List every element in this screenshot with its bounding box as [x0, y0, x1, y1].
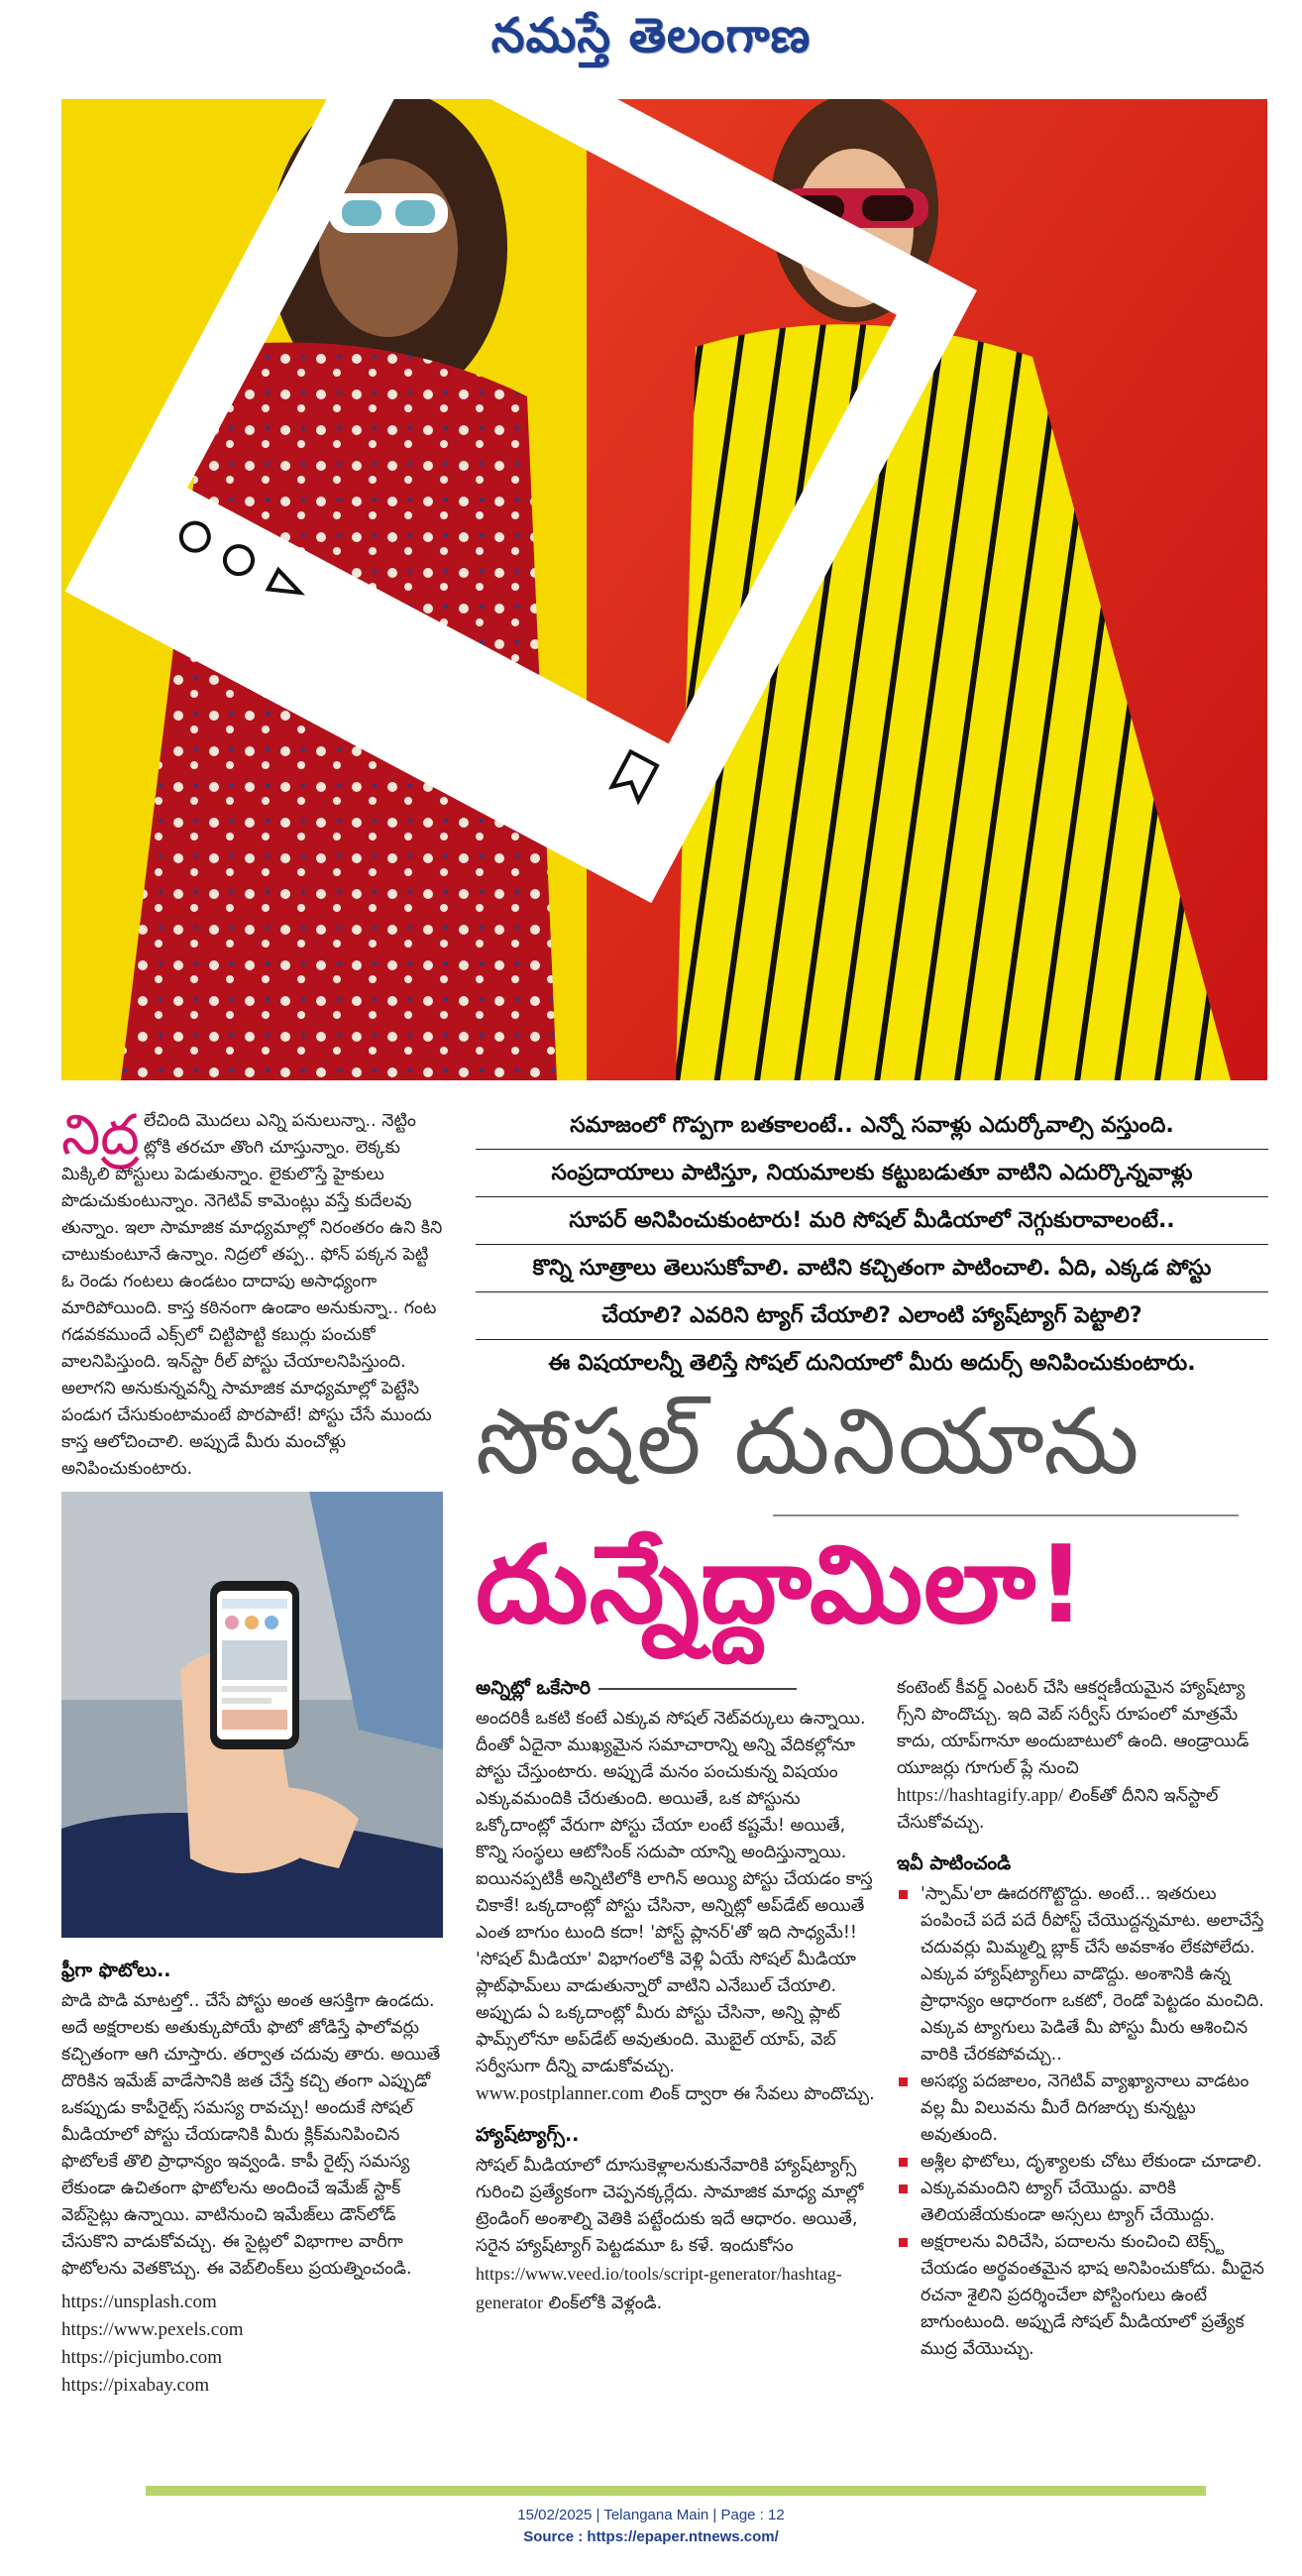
free-photos-text: పొడి పొడి మాటల్తో.. చేసే పోస్టు అంత ఆసక్తిగా ఉండదు. అదే అక్షరాలకు అతుక్కుపోయే ఫొటో జోడిస్తే ఫాలోవర్లు కచ్చితంగా ఆగి చూస్తారు. తర్వాత చదువు తారు. అయితే దొరికిన ఇమేజ్ వాడేసానికి జత చేస్తే కచ్చి తంగా ఎప్పుడో ఒకప్పుడు కాపీరైట్స్ సమస్య రావచ్చు! అందుకే సోషల్ మీడియాలో పోస్టు చేయడానికి మీరు క్లిక్‌మనిపించిన ఫొటోలకే తొలి ప్రాధాన్యం ఇవ్వండి. కాపీ రైట్స్ సమస్య లేకుండా ఉచితంగా ఫొటోలను అందించే ఇమేజ్ స్టాక్ వెబ్‌సైట్లు ఉన్నాయి. వాటినుంచి ఇమేజ్‌లు డౌన్‌లోడ్ చేసుకొని వాడుకోవచ్చు. ఈ సైట్లలో విభాగాల వారీగా ఫొటోలను వెతకొచ్చు. ఈ వెబ్‌లింక్‌లు ప్రయత్నించండి.: [61, 1991, 441, 2279]
intro-line: సమాజంలో గొప్పగా బతకాలంటే.. ఎన్నో సవాళ్లు ఎదుర్కోవాల్సి వస్తుంది.: [476, 1102, 1268, 1150]
link-pixabay[interactable]: https://pixabay.com: [61, 2375, 210, 2396]
footer-source-link[interactable]: Source : https://epaper.ntnews.com/: [523, 2528, 779, 2545]
intro-line: సూపర్ అనిపించుకుంటారు! మరి సోషల్ మీడియాలో నెగ్గుకురావాలంటే..: [476, 1197, 1268, 1245]
intro-line: ఈ విషయాలన్నీ తెలిస్తే సోషల్ దునియాలో మీరు అదుర్స్ అనిపించుకుంటారు.: [548, 1351, 1196, 1376]
follow-heading: ఇవీ పాటించండి: [897, 1852, 1012, 1874]
all-at-once-heading: [476, 1675, 882, 1702]
photo-links: [61, 2289, 443, 2400]
hashtagify-line: [897, 1782, 1273, 1837]
headline-line1: సోషల్ దునియాను: [476, 1389, 1141, 1495]
hero-photo: [61, 99, 1267, 1080]
headline-line2: దున్నేద్దామిలా!: [476, 1523, 1087, 1647]
lead-text: లేచింది మొదలు ఎన్ని పనులున్నా.. నెట్టిం ట్లోకి తరచూ తొంగి చూస్తున్నాం. లెక్కకు మిక్కిలి పోస్టులు పెడుతున్నాం. లైకులొస్తే హైకులు పొడుచుకుంటున్నాం. నెగెటివ్ కామెంట్లు వస్తే కుదేలవు తున్నాం. ఇలా సామాజిక మాధ్యమాల్లో నిరంతరం ఉని కిని చాటుకుంటూనే ఉన్నాం. నిద్రలో తప్ప.. ఫోన్ పక్కన పెట్టి ఓ రెండు గంటలు ఉండటం దాదాపు అసాధ్యంగా మారిపోయింది. కాస్త కఠినంగా ఉండాం అనుకున్నా.. గంట గడవకముందే ఎక్స్‌లో చిట్టిపొట్టి కబుర్లు పంచుకో వాలనిపిస్తుంది. ఇన్‌స్టా రీల్ పోస్టు చేయాలనిపిస్తుంది. అలాగని అనుకున్నవన్నీ సామాజిక మాధ్యమాల్లో పెట్టేసి పండుగ చేసుకుంటామంటే పొరపాటే! పోస్టు చేసే ముందు కాస్త ఆలోచించాలి. అప్పుడే మీరు మంచోళ్లు అనిపించుకుంటారు.: [61, 1111, 443, 1479]
planner-tail: లింక్ ద్వారా ఈ సేవలు పొందొచ్చు.: [643, 2084, 875, 2104]
hashtagify-link[interactable]: https://hashtagify.app/: [897, 1785, 1064, 1806]
masthead-title: నమస్తే తెలంగాణ: [490, 8, 812, 63]
list-item: అసభ్య పదజాలం, నెగెటివ్ వ్యాఖ్యానాలు వాడటం వల్ల మీ విలువను మీరే దిగజార్చు కున్నట్టు అవుతుంది.: [897, 2069, 1273, 2149]
free-photos-heading: ఫ్రీగా ఫొటోలు..: [61, 1960, 171, 1981]
list-item: 'స్పామ్'లా ఊదరగొట్టొద్దు. అంటే... ఇతరులు పంపించే పదే పదే రీపోస్ట్ చేయొద్దన్నమాట. అలాచేస్తే చదువర్లు మిమ్మల్ని బ్లాక్ చేసే అవకాశం లేకపోలేదు. ఎక్కువ హ్యాష్‌ట్యాగ్‌లు వాడొద్దు. అంశానికి ఉన్న ప్రాధాన్యం ఆధారంగా ఒకటో, రెండో పెట్టడం మంచిది. ఎక్కువ ట్యాగులు పెడితే మీ పోస్టు మీరు ఆశించిన వారికి చేరకపోవచ్చు..: [897, 1881, 1273, 2069]
intro-line: కొన్ని సూత్రాలు తెలుసుకోవాలి. వాటిని కచ్చితంగా పాటించాలి. ఏది, ఎక్కడ పోస్టు: [476, 1245, 1268, 1292]
lead-paragraph: [61, 1103, 443, 1483]
link-unsplash[interactable]: https://unsplash.com: [61, 2292, 217, 2312]
list-item: అశ్లీల ఫొటోలు, దృశ్యాలకు చోటు లేకుండా చూడాలి.: [897, 2149, 1273, 2176]
content-text: కంటెంట్ కీవర్డ్ ఎంటర్ చేసి ఆకర్షణీయమైన హ్యాష్‌ట్యా గ్స్‌ని పొందొచ్చు. ఇది వెబ్ సర్వీస్ రూపంలో మాత్రమే కాదు, యాప్‌గానూ అందుబాటులో ఉంది. ఆండ్రాయిడ్ యూజర్లు గూగుల్ ప్లే నుంచి: [897, 1678, 1249, 1778]
footer-date-line: 15/02/2025 | Telangana Main | Page : 12: [517, 2507, 785, 2523]
intro-line: చేయాలి? ఎవరిని ట్యాగ్ చేయాలి? ఎలాంటి హ్యాష్‌ట్యాగ్ పెట్టాలి?: [476, 1292, 1268, 1340]
list-item: అక్షరాలను విరిచేసి, పదాలను కుంచించి టెక్స్ట్ చేయడం అర్థవంతమైన భాష అనిపించుకోదు. మీదైన రచనా శైలిని ప్రదర్శించేలా పోస్టింగులు ఉంటే బాగుంటుంది. అప్పుడే సోషల్ మీడియాలో ప్రత్యేక ముద్ర వేయొచ్చు.: [897, 2229, 1273, 2363]
intro-block: [476, 1102, 1268, 1387]
tips-list: [897, 1881, 1273, 2363]
heading-rule: [598, 1688, 797, 1690]
link-picjumbo[interactable]: https://picjumbo.com: [61, 2347, 223, 2368]
phone-photo: [61, 1492, 443, 1938]
headline-rule: [773, 1514, 1239, 1516]
free-photos-section: [61, 1958, 443, 2400]
list-item: ఎక్కువమందిని ట్యాగ్ చేయొద్దు. వారికి తెలియజేయకుండా అస్సలు ట్యాగ్ చేయొద్దు.: [897, 2176, 1273, 2229]
hashtags-text: సోషల్ మీడియాలో దూసుకెళ్లాలనుకునేవారికి హ్యాష్‌ట్యాగ్స్ గురించి ప్రత్యేకంగా చెప్పనక్కర్లేదు. సామాజిక మాధ్య మాల్లో ట్రెండింగ్ అంశాల్ని వెతికి పట్టేందుకు ఇదే ఆధారం. అయితే, సరైన హ్యాష్‌ట్యాగ్ పెట్టడమూ ఓ కళే. ఇందుకోసం: [476, 2156, 864, 2256]
veed-tail: లింక్‌లోకి వెళ్లండి.: [542, 2294, 663, 2313]
dropcap: నిద్ర: [61, 1103, 140, 1168]
footer: [0, 2505, 1302, 2548]
right-column: [897, 1675, 1273, 2363]
planner-line: [476, 2080, 882, 2108]
middle-column: [476, 1675, 882, 2317]
link-pexels[interactable]: https://www.pexels.com: [61, 2319, 244, 2340]
hero-illustration: [61, 99, 1267, 1080]
intro-line: సంప్రదాయాలు పాటిస్తూ, నియమాలకు కట్టుబడుతూ వాటిని ఎదుర్కొన్నవాళ్లు: [476, 1150, 1268, 1197]
footer-bar: [146, 2486, 1206, 2496]
veed-line: [476, 2260, 882, 2317]
veed-link[interactable]: https://www.veed.io/tools/script-generator/hashtag-generator: [476, 2264, 842, 2312]
postplanner-link[interactable]: www.postplanner.com: [476, 2083, 644, 2104]
all-at-once-title: అన్నిట్లో ఒకేసారి: [476, 1677, 592, 1699]
phone-illustration: [61, 1492, 443, 1938]
all-at-once-text: అందరికీ ఒకటి కంటే ఎక్కువ సోషల్ నెట్‌వర్కులు ఉన్నాయి. దీంతో ఏదైనా ముఖ్యమైన సమాచారాన్ని అన్ని వేదికల్లోనూ పోస్టు చేస్తుంటారు. అప్పుడే మనం పంచుకున్న విషయం ఎక్కువమందికి చేరుతుంది. అయితే, ఒక పోస్టును ఒక్కోదాంట్లో వేరుగా పోస్టు చేయా లంటే కష్టమే! అయితే, కొన్ని సంస్థలు ఆటోసింక్ సదుపా యాన్ని అందిస్తున్నాయి. ఐయినప్పటికీ అన్నిటిలోకి లాగిన్ అయ్యి పోస్టు చేయడం కాస్త చికాకే! ఒక్కదాంట్లో పోస్టు చేసినా, అన్నిట్లో అప్‌డేట్ అయితే ఎంత బాగుం టుంది కదా! 'పోస్ట్ ప్లానర్'తో ఇది సాధ్యమే!! 'సోషల్ మీడియా' విభాగంలోకి వెళ్లి ఏయే సోషల్ మీడియా ప్లాట్‌ఫామ్‌లు వాడుతున్నారో వాటిని ఎనేబుల్ చేయాలి. అప్పుడు ఏ ఒక్కదాంట్లో మీరు పోస్టు చేసినా, అన్ని ప్లాట్ ఫామ్స్‌లోనూ అప్‌డేట్ అవుతుంది. మొబైల్ యాప్, వెబ్ సర్వీసుగా దీన్ని వాడుకోవచ్చు.: [476, 1709, 873, 2076]
hashtags-heading: హ్యాష్‌ట్యాగ్స్..: [476, 2124, 580, 2146]
hashtagify-tail: లింక్‌తో దీనిని ఇన్‌స్టాల్ చేసుకోవచ్చు.: [897, 1786, 1219, 1833]
